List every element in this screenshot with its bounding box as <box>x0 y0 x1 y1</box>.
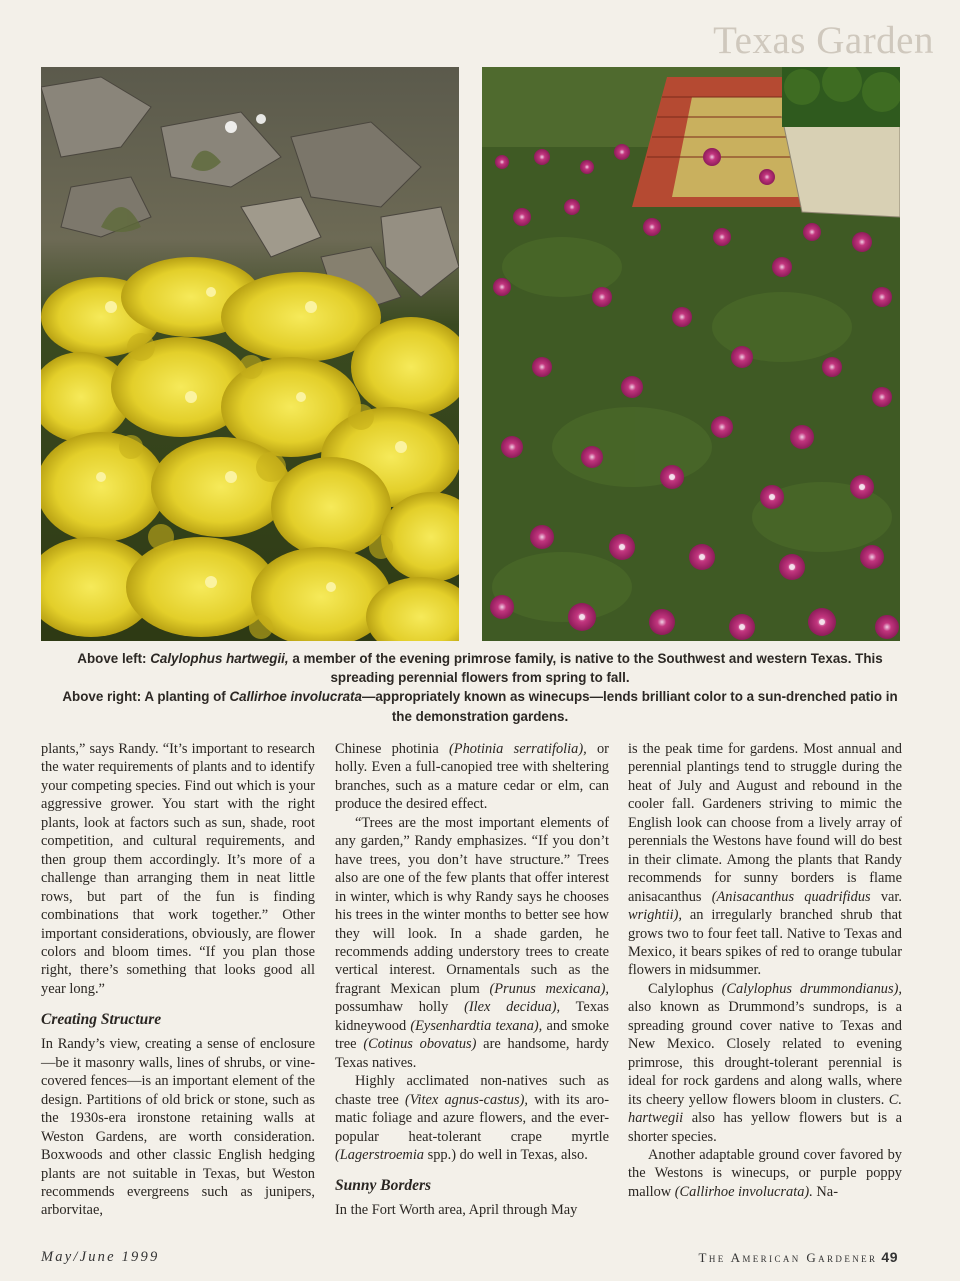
paragraph: plants,” says Randy. “It’s important to research the water requirements of plants and to identify your competing species. Find out which is your aggressive grower. You start with the right plants, look at factors such as sun, shade, root competition, and cultural requirements, and then group them accordingly. It’s more of a challenge than arranging them in neat little rows, but part of the fun is finding combinations that work together.” Other important considerations, obviously, are flower colors and bloom times. “If you plan those right, there’s something that looks good all year long.” <box>41 741 315 997</box>
caption-left: Above left: Calylophus hartwegii, a member of the evening primrose family, is native to the Southwest and western Texas. This spreading perennial flowers from spring to fall. <box>77 651 883 686</box>
section-header: Texas Garden <box>713 19 934 62</box>
paragraph: Highly acclimated non-natives such as chaste tree (Vitex agnus-castus), with its aromatic foliage and azure flowers, and the ever-popular heat-tolerant crape myrtle (Lagerstroemia spp.) do well in Texas, also. <box>335 1073 609 1163</box>
paragraph: “Trees are the most important elements of any garden,” Randy emphasizes. “If you don’t have trees, you don’t have structure.” Trees also are one of the few plants that offer interest in winter, which is why Randy says he chooses his trees in the winter months to better see how they will look. In a shade garden, he recommends adding understory trees to create vertical interest. Ornamentals such as the fragrant Mexican plum (Prunus mexicana), possumhaw holly (Ilex decidua), Texas kidneywood (Eysenhardtia texana), and smoke tree (Cotinus obovatus) are handsome, hardy Texas natives. <box>335 814 610 1071</box>
magazine-title: The American Gardener <box>698 1250 878 1265</box>
page-number: 49 <box>881 1249 898 1265</box>
photo-yellow-flowers <box>41 67 459 641</box>
article-column-3 <box>628 740 902 1201</box>
paragraph: Chinese photinia (Photinia serratifolia), or holly. Even a full-canopied tree with sheltering branches, such as a mature cedar or elm, can produce the desired effect. <box>335 741 609 813</box>
paragraph: is the peak time for gardens. Most annual and perennial plantings tend to struggle during the heat of July and August and rebound in the cooler fall. Gardeners striving to mimic the English look can choose from a lively array of perennials the Westons have found will do best in their climate. Among the plants that Randy recommends for sunny borders is flame anisacanthus (Anisacanthus quadrifidus var. wrightii), an irregularly branched shrub that grows two to four feet tall. Native to Texas and Mexico, it bears spikes of red to orange tubular flowers in midsummer. <box>628 741 902 979</box>
footer-issue-date: May/June 1999 <box>41 1249 160 1265</box>
caption-right: Above right: A planting of Callirhoe involucrata—appropriately known as winecups—lends brilliant color to a sun-drenched patio in the demonstration gardens. <box>62 689 898 724</box>
winecups-image <box>482 67 900 641</box>
paragraph: In the Fort Worth area, April through May <box>335 1202 578 1219</box>
article-column-1 <box>41 740 315 1220</box>
article-column-2 <box>335 740 609 1220</box>
photo-caption <box>60 649 900 726</box>
subheading-creating-structure: Creating Structure <box>41 1011 162 1029</box>
paragraph: Another adaptable ground cover favored by the Westons is winecups, or purple poppy mallow (Callirhoe involucrata). Na- <box>628 1146 902 1200</box>
photo-purple-winecups <box>482 67 900 641</box>
paragraph: Calylophus (Calylophus drummondianus), also known as Drummond’s sundrops, is a spreading ground cover native to Texas and New Mexico. Closely related to evening primrose, this drought-tolerant perennial is ideal for rock gardens and along walls, where its cheery yellow flowers bloom in clusters. C. hartwegii also has yellow flowers but is a shorter species. <box>628 980 902 1145</box>
yellow-flowers-image <box>41 67 459 641</box>
paragraph: In Randy’s view, creating a sense of enclosure—be it masonry walls, lines of shrubs, or vine-covered fences—is an important element of the design. Partitions of old brick or stone, such as the 1930s-era ironstone retaining walls at Weston Gardens, are worth consideration. Boxwoods and other classic English hedging plants are not suitable in Texas, but Weston recommends evergreens such as junipers, arborvitae, <box>41 1036 315 1219</box>
subheading-sunny-borders: Sunny Borders <box>335 1177 432 1195</box>
footer-magazine <box>699 1249 898 1266</box>
